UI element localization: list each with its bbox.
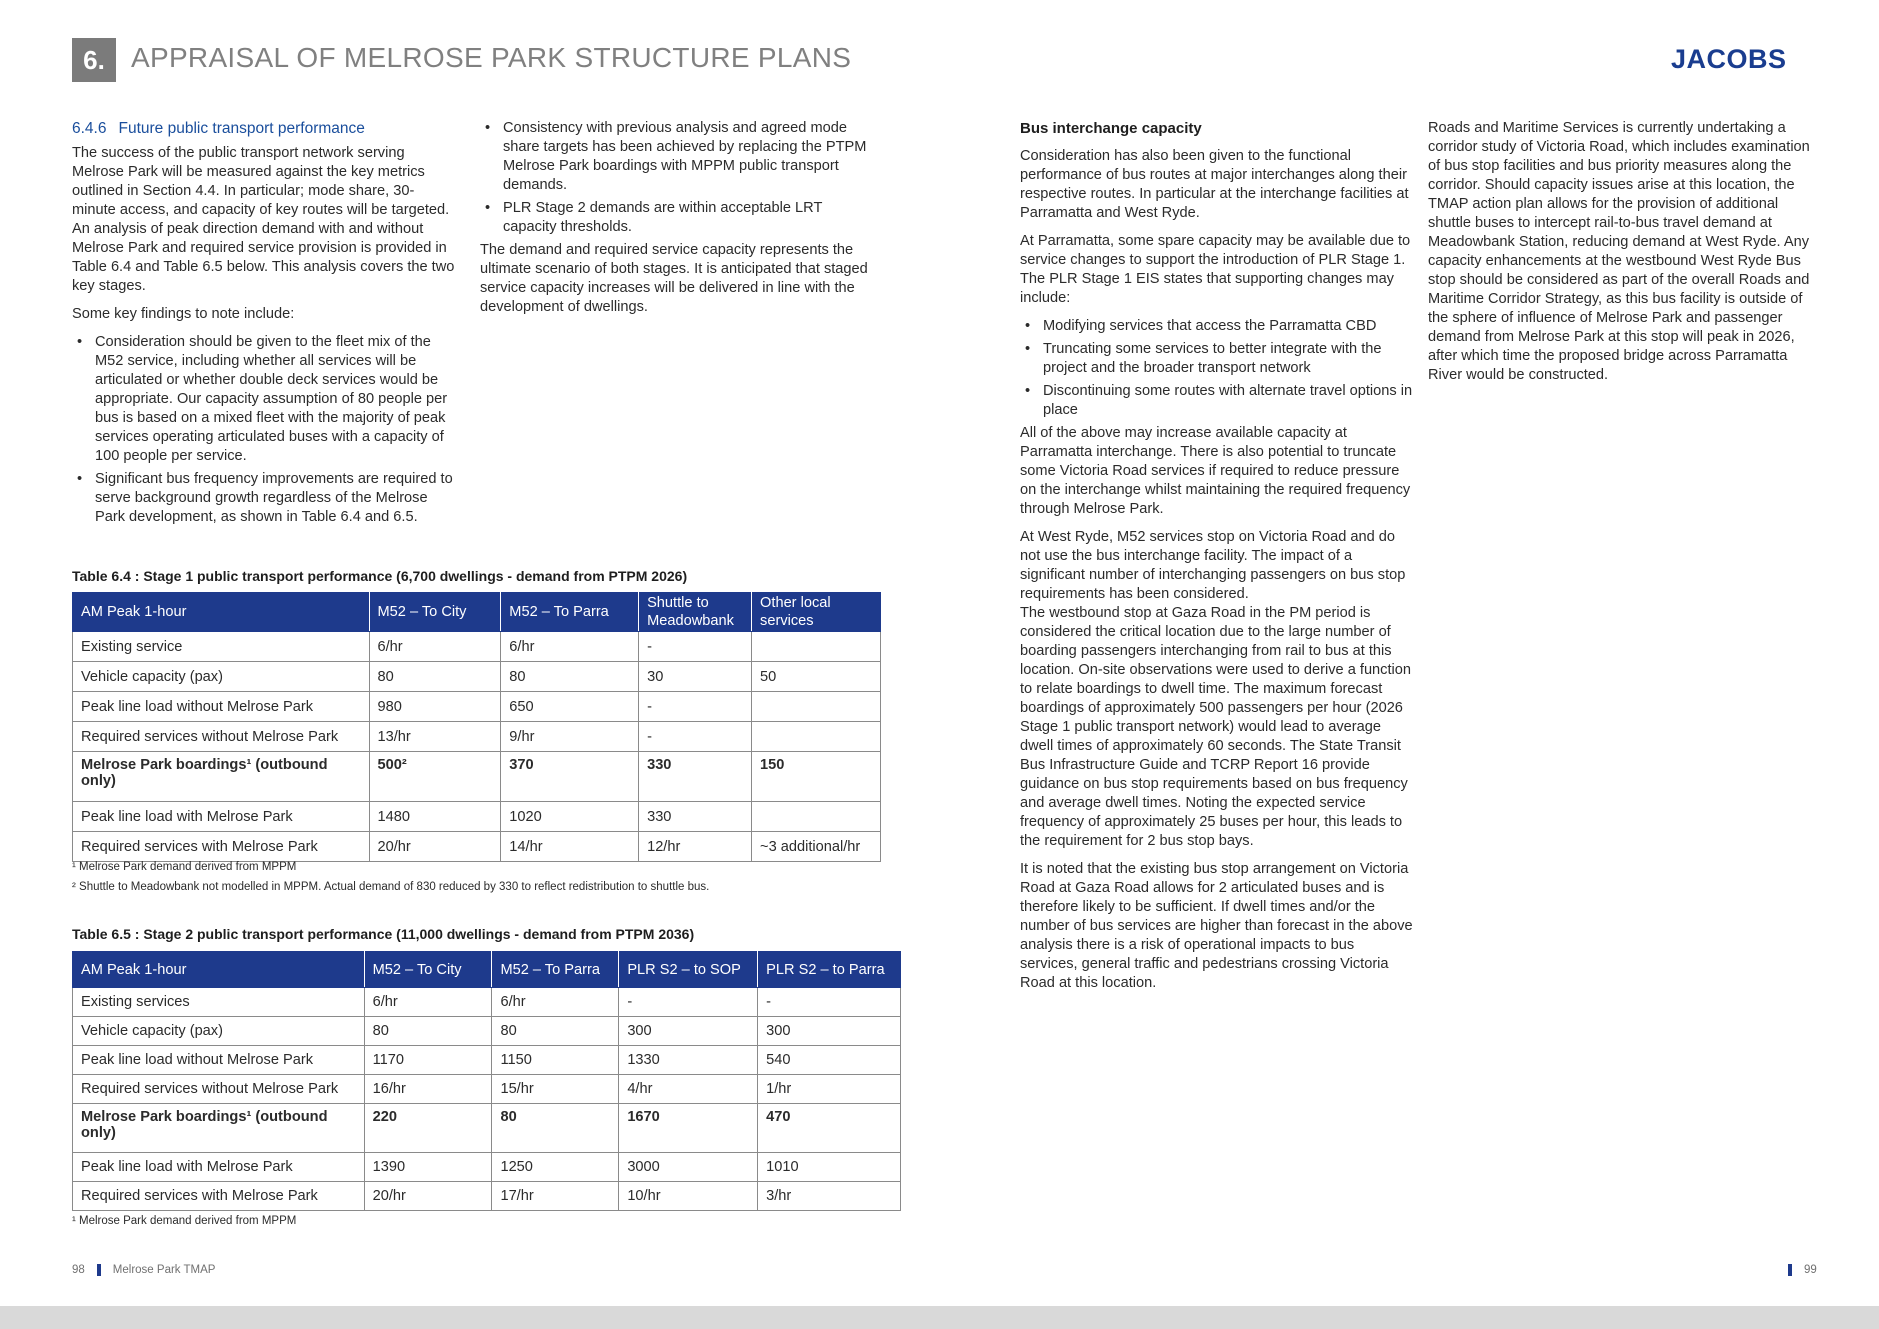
list-item: • Significant bus frequency improvements are required to serve background growth regardless of the Melrose Park development, as shown in Table 6.4 and 6.5. bbox=[72, 470, 457, 527]
table-row bbox=[73, 802, 881, 832]
stage2-performance-table bbox=[72, 951, 901, 1211]
table-cell: - bbox=[639, 692, 752, 722]
paragraph: The demand and required service capacity represents the ultimate scenario of both stages. It is anticipated that staged service capacity increases will be delivered in line with the development of dwellings. bbox=[480, 242, 868, 315]
table-cell: 150 bbox=[752, 752, 881, 802]
table-cell: 13/hr bbox=[369, 722, 501, 752]
table-cell: Melrose Park boardings¹ (outbound only) bbox=[73, 752, 370, 802]
section-number: 6. bbox=[72, 38, 116, 82]
table-cell: Vehicle capacity (pax) bbox=[73, 662, 370, 692]
table-cell: 6/hr bbox=[364, 988, 492, 1017]
table-cell: 470 bbox=[758, 1104, 901, 1153]
table-row bbox=[73, 1075, 901, 1104]
table-cell: 300 bbox=[619, 1017, 758, 1046]
supporting-changes-list bbox=[1020, 317, 1415, 420]
table-cell: 12/hr bbox=[639, 832, 752, 862]
table-cell: 1480 bbox=[369, 802, 501, 832]
table-cell: 17/hr bbox=[492, 1182, 619, 1211]
table-cell: Peak line load with Melrose Park bbox=[73, 802, 370, 832]
paragraph: Roads and Maritime Services is currently undertaking a corridor study of Victoria Road, which includes examination of bus stop facilities and bus priority measures along the corridor. Should capacity issues arise at this location, the TMAP action plan allows for the provision of additional shuttle buses to intercept rail-to-bus travel demand at Meadowbank Station, reducing demand at West Ryde. Any capacity enhancements at the westbound West Ryde Bus stop should be considered as part of the overall Roads and Maritime Corridor Strategy, as this bus facility is outside of the sphere of influence of Melrose Park and passenger demand from Melrose Park at this stop will peak in 2026, after which time the proposed bridge across Parramatta River would be constructed. bbox=[1428, 120, 1810, 383]
table-cell: 330 bbox=[639, 752, 752, 802]
paragraph: It is noted that the existing bus stop arrangement on Victoria Road at Gaza Road allows for 2 articulated buses and is therefore likely to be sufficient. If dwell times and/or the number of bus services are higher than forecast in the above analysis there is a risk of operational impacts to bus services, general traffic and pedestrians crossing Victoria Road at this location. bbox=[1020, 861, 1413, 991]
table-footnote: ¹ Melrose Park demand derived from MPPM bbox=[72, 861, 297, 873]
table-cell: 1250 bbox=[492, 1153, 619, 1182]
column-2 bbox=[480, 119, 870, 326]
table-cell: 3/hr bbox=[758, 1182, 901, 1211]
table-header: AM Peak 1-hour bbox=[73, 952, 365, 988]
table-cell: Existing service bbox=[73, 632, 370, 662]
table-header: AM Peak 1-hour bbox=[73, 593, 370, 632]
table-cell: 9/hr bbox=[501, 722, 639, 752]
document-title: Melrose Park TMAP bbox=[112, 1264, 216, 1277]
table-cell: 1670 bbox=[619, 1104, 758, 1153]
footer-right bbox=[1776, 1264, 1817, 1276]
table-cell: 50 bbox=[752, 662, 881, 692]
table-row bbox=[73, 988, 901, 1017]
table-cell: 1330 bbox=[619, 1046, 758, 1075]
table-cell: Peak line load without Melrose Park bbox=[73, 692, 370, 722]
table-row bbox=[73, 692, 881, 722]
table-cell: Required services without Melrose Park bbox=[73, 722, 370, 752]
section-heading: Bus interchange capacity bbox=[1020, 120, 1202, 137]
paragraph: Some key findings to note include: bbox=[72, 306, 295, 322]
table-header: PLR S2 – to SOP bbox=[619, 952, 758, 988]
table-cell: Required services with Melrose Park bbox=[73, 832, 370, 862]
table-row bbox=[73, 632, 881, 662]
table-cell bbox=[752, 632, 881, 662]
table-cell: 500² bbox=[369, 752, 501, 802]
jacobs-logo: JACOBS bbox=[1671, 44, 1787, 74]
table-caption: Table 6.4 : Stage 1 public transport performance (6,700 dwellings - demand from PTPM 2026) bbox=[72, 568, 688, 584]
table-cell: Required services with Melrose Park bbox=[73, 1182, 365, 1211]
table-caption: Table 6.5 : Stage 2 public transport performance (11,000 dwellings - demand from PTPM 2036) bbox=[72, 926, 695, 942]
table-header: Other local services bbox=[752, 593, 881, 632]
footer-divider bbox=[1788, 1264, 1792, 1276]
table-cell: 3000 bbox=[619, 1153, 758, 1182]
table-cell: 10/hr bbox=[619, 1182, 758, 1211]
page-number-right: 99 bbox=[1804, 1264, 1817, 1277]
table-cell bbox=[752, 692, 881, 722]
page-number-left: 98 bbox=[72, 1264, 85, 1277]
table-cell: 1010 bbox=[758, 1153, 901, 1182]
table-cell: - bbox=[639, 722, 752, 752]
table-cell: 80 bbox=[492, 1104, 619, 1153]
table-header: M52 – To City bbox=[369, 593, 501, 632]
table-cell: 80 bbox=[364, 1017, 492, 1046]
viewer-bottom-bar bbox=[0, 1306, 1879, 1329]
column-3 bbox=[1020, 119, 1415, 1002]
table-cell: 220 bbox=[364, 1104, 492, 1153]
table-cell: 14/hr bbox=[501, 832, 639, 862]
footer-left bbox=[72, 1264, 215, 1276]
list-item: • Discontinuing some routes with alternate travel options in place bbox=[1020, 382, 1415, 420]
table-cell: 980 bbox=[369, 692, 501, 722]
footer-divider bbox=[97, 1264, 101, 1276]
paragraph: Consideration has also been given to the functional performance of bus routes at major interchanges along their respective routes. In particular at the interchange facilities at Parramatta and West Ryde. bbox=[1020, 148, 1409, 221]
findings-list-continued bbox=[480, 119, 870, 237]
findings-list bbox=[72, 333, 457, 527]
table-cell: 80 bbox=[501, 662, 639, 692]
table-row bbox=[73, 1104, 901, 1153]
table-cell: 6/hr bbox=[369, 632, 501, 662]
table-footnote: ² Shuttle to Meadowbank not modelled in MPPM. Actual demand of 830 reduced by 330 to reflect redistribution to shuttle bus. bbox=[72, 881, 710, 893]
table-cell: 6/hr bbox=[492, 988, 619, 1017]
table-row bbox=[73, 1153, 901, 1182]
table-cell: 370 bbox=[501, 752, 639, 802]
table-cell bbox=[752, 802, 881, 832]
table-cell: 80 bbox=[492, 1017, 619, 1046]
table-cell: 1170 bbox=[364, 1046, 492, 1075]
table-row bbox=[73, 752, 881, 802]
table-row bbox=[73, 1017, 901, 1046]
table-cell: Melrose Park boardings¹ (outbound only) bbox=[73, 1104, 365, 1153]
subsection-heading bbox=[72, 119, 457, 138]
table-cell: 1/hr bbox=[758, 1075, 901, 1104]
table-cell: - bbox=[619, 988, 758, 1017]
table-row bbox=[73, 1046, 901, 1075]
table-cell: Existing services bbox=[73, 988, 365, 1017]
table-row bbox=[73, 1182, 901, 1211]
stage1-performance-table bbox=[72, 592, 881, 862]
paragraph: All of the above may increase available capacity at Parramatta interchange. There is also potential to truncate some Victoria Road services if required to reduce pressure on the interchange whilst maintaining the required frequency through Melrose Park. bbox=[1020, 425, 1411, 517]
table-cell: 300 bbox=[758, 1017, 901, 1046]
list-item: • Truncating some services to better integrate with the project and the broader transport network bbox=[1020, 340, 1415, 378]
table-cell: - bbox=[639, 632, 752, 662]
table-row bbox=[73, 722, 881, 752]
table-cell: 330 bbox=[639, 802, 752, 832]
table-cell: ~3 additional/hr bbox=[752, 832, 881, 862]
paragraph: At Parramatta, some spare capacity may be available due to service changes to support the introduction of PLR Stage 1. The PLR Stage 1 EIS states that supporting changes may include: bbox=[1020, 233, 1411, 306]
list-item: • Consideration should be given to the fleet mix of the M52 service, including whether all services will be articulated or whether double deck services would be appropriate. Our capacity assumption of 80 people per bus is based on a mixed fleet with the majority of peak services operating articulated buses with a capacity of 100 people per service. bbox=[72, 333, 457, 466]
paragraph: The success of the public transport network serving Melrose Park will be measured against the key metrics outlined in Section 4.4. In particular; mode share, 30-minute access, and capacity of key routes will be targeted. An analysis of peak direction demand with and without Melrose Park and required service provision is provided in Table 6.4 and Table 6.5 below. This analysis covers the two key stages. bbox=[72, 145, 455, 294]
table-cell: 15/hr bbox=[492, 1075, 619, 1104]
table-cell: 16/hr bbox=[364, 1075, 492, 1104]
table-header: M52 – To Parra bbox=[501, 593, 639, 632]
table-cell: 650 bbox=[501, 692, 639, 722]
section-title: APPRAISAL OF MELROSE PARK STRUCTURE PLANS bbox=[131, 42, 852, 73]
table-cell: 540 bbox=[758, 1046, 901, 1075]
table-cell: 80 bbox=[369, 662, 501, 692]
table-cell bbox=[752, 722, 881, 752]
list-item: • Consistency with previous analysis and agreed mode share targets has been achieved by replacing the PTPM Melrose Park boardings with MPPM public transport demands. bbox=[480, 119, 870, 195]
paragraph: The westbound stop at Gaza Road in the PM period is considered the critical location due to the large number of boarding passengers interchanging from rail to bus at this location. On-site observations were used to derive a function to relate boardings to dwell time. The maximum forecast boardings of approximately 500 passengers per hour (2026 Stage 1 public transport network) would lead to average dwell times of approximately 60 seconds. The State Transit Bus Infrastructure Guide and TCRP Report 16 provide guidance on bus stop requirements based on bus frequency and average dwell times. Noting the expected service frequency of approximately 25 buses per hour, this leads to the requirement for 2 bus stop bays. bbox=[1020, 605, 1412, 849]
table-cell: Required services without Melrose Park bbox=[73, 1075, 365, 1104]
table-row bbox=[73, 662, 881, 692]
subsection-title: Future public transport performance bbox=[118, 120, 365, 137]
table-footnote: ¹ Melrose Park demand derived from MPPM bbox=[72, 1215, 297, 1227]
paragraph: At West Ryde, M52 services stop on Victoria Road and do not use the bus interchange facility. The impact of a significant number of interchanging passengers on bus stop requirements has been considered. bbox=[1020, 529, 1406, 602]
table-cell: - bbox=[758, 988, 901, 1017]
table-header: Shuttle to Meadowbank bbox=[639, 593, 752, 632]
table-cell: 20/hr bbox=[369, 832, 501, 862]
table-cell: 20/hr bbox=[364, 1182, 492, 1211]
subsection-number: 6.4.6 bbox=[72, 120, 107, 137]
table-cell: Peak line load with Melrose Park bbox=[73, 1153, 365, 1182]
column-4 bbox=[1428, 119, 1824, 394]
table-cell: 30 bbox=[639, 662, 752, 692]
table-row bbox=[73, 832, 881, 862]
table-cell: 1020 bbox=[501, 802, 639, 832]
list-item: • Modifying services that access the Parramatta CBD bbox=[1020, 317, 1415, 336]
table-header: M52 – To Parra bbox=[492, 952, 619, 988]
column-1 bbox=[72, 119, 457, 531]
table-cell: 4/hr bbox=[619, 1075, 758, 1104]
table-cell: 1390 bbox=[364, 1153, 492, 1182]
table-cell: 6/hr bbox=[501, 632, 639, 662]
table-cell: 1150 bbox=[492, 1046, 619, 1075]
list-item: • PLR Stage 2 demands are within acceptable LRT capacity thresholds. bbox=[480, 199, 870, 237]
table-cell: Peak line load without Melrose Park bbox=[73, 1046, 365, 1075]
table-header: M52 – To City bbox=[364, 952, 492, 988]
table-cell: Vehicle capacity (pax) bbox=[73, 1017, 365, 1046]
table-header: PLR S2 – to Parra bbox=[758, 952, 901, 988]
